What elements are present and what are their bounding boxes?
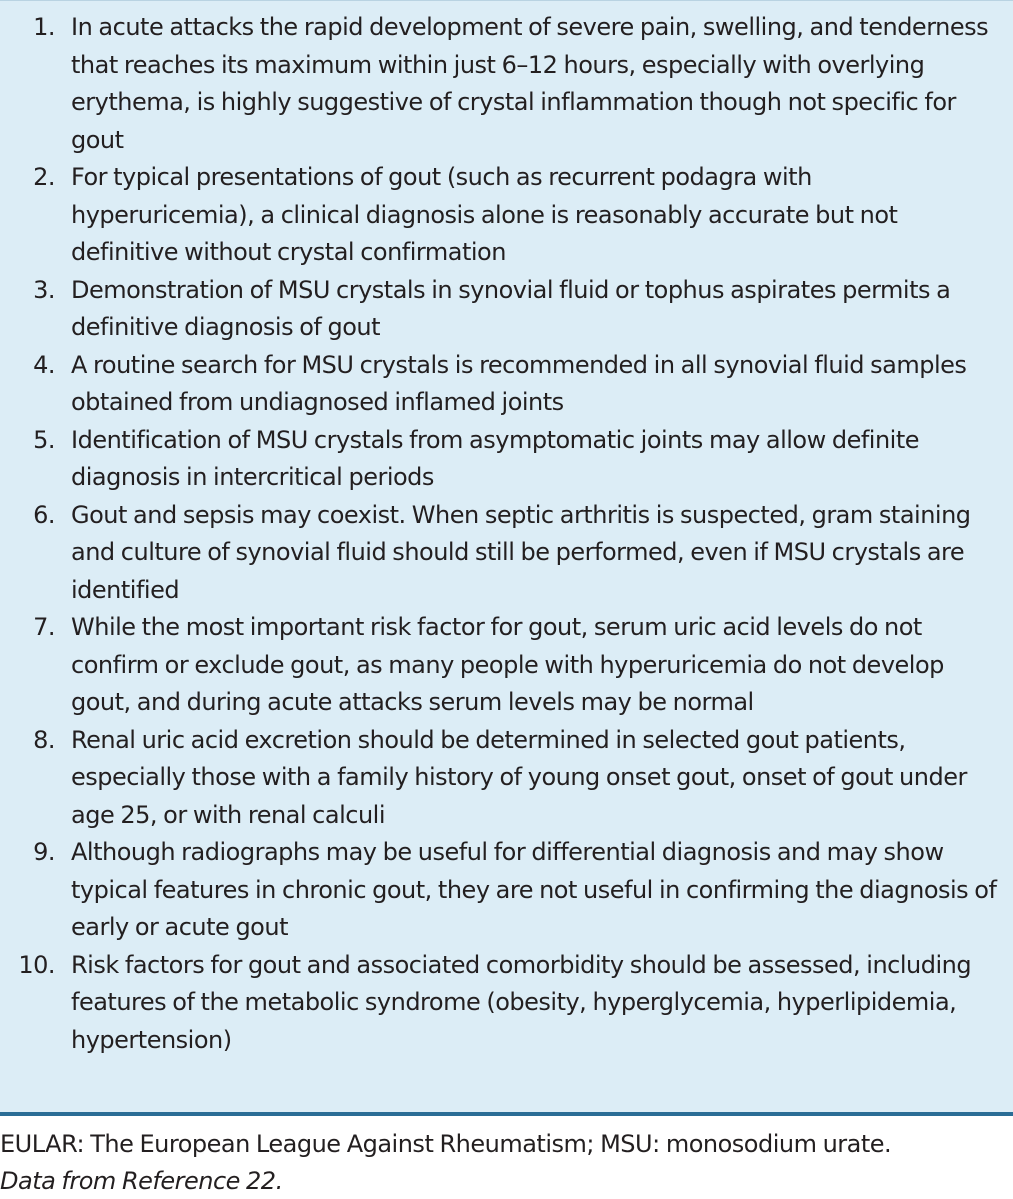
item-text: Identification of MSU crystals from asymptomatic joints may allow definite diagnosis in intercritical periods xyxy=(71,425,920,491)
list-item xyxy=(0,159,1013,272)
item-text: Although radiographs may be useful for differential diagnosis and may show typical features in chronic gout, they are not useful in confirming the diagnosis of early or acute gout xyxy=(71,838,997,941)
recommendation-list xyxy=(0,9,1013,1059)
item-number: 2. xyxy=(33,163,55,191)
bottom-rule xyxy=(0,1112,1013,1116)
item-text: Risk factors for gout and associated comorbidity should be assessed, including features of the metabolic syndrome (obesity, hyperglycemia, hyperlipidemia, hypertension) xyxy=(71,950,972,1054)
list-item xyxy=(0,834,1013,947)
item-number: 10. xyxy=(18,950,55,979)
item-text: In acute attacks the rapid development of severe pain, swelling, and tenderness that reaches its maximum within just 6–12 hours, especially with overlying erythema, is highly suggestive of crystal inflammation though not specific for gout xyxy=(71,13,989,154)
item-number: 8. xyxy=(33,725,55,754)
item-text: While the most important risk factor for gout, serum uric acid levels do not confirm or exclude gout, as many people with hyperuricemia do not develop gout, and during acute attacks serum levels may be normal xyxy=(71,613,944,716)
list-item xyxy=(0,9,1013,159)
item-text: Demonstration of MSU crystals in synovial fluid or tophus aspirates permits a definitive diagnosis of gout xyxy=(71,275,951,341)
list-item xyxy=(0,272,1013,347)
list-item xyxy=(0,497,1013,610)
item-text: For typical presentations of gout (such as recurrent podagra with hyperuricemia), a clinical diagnosis alone is reasonably accurate but not definitive without crystal confirmation xyxy=(71,163,898,266)
item-number: 4. xyxy=(33,350,55,379)
item-number: 6. xyxy=(33,500,55,529)
abbreviation-footnote: EULAR: The European League Against Rheumatism; MSU: monosodium urate. xyxy=(0,1130,892,1158)
item-number: 1. xyxy=(33,13,55,41)
item-number: 9. xyxy=(33,838,55,866)
list-item xyxy=(0,422,1013,497)
item-text: A routine search for MSU crystals is recommended in all synovial fluid samples obtained from undiagnosed inflamed joints xyxy=(71,350,967,416)
item-number: 5. xyxy=(33,425,55,454)
list-item xyxy=(0,947,1013,1060)
item-text: Renal uric acid excretion should be determined in selected gout patients, especially those with a family history of young onset gout, onset of gout under age 25, or with renal calculi xyxy=(71,725,967,829)
item-number: 7. xyxy=(33,613,55,641)
source-note: Data from Reference 22. xyxy=(0,1167,283,1195)
item-text: Gout and sepsis may coexist. When septic arthritis is suspected, gram staining and culture of synovial fluid should still be performed, even if MSU crystals are identified xyxy=(71,500,971,604)
list-item xyxy=(0,609,1013,722)
list-item xyxy=(0,722,1013,835)
item-number: 3. xyxy=(33,275,55,304)
list-item xyxy=(0,347,1013,422)
